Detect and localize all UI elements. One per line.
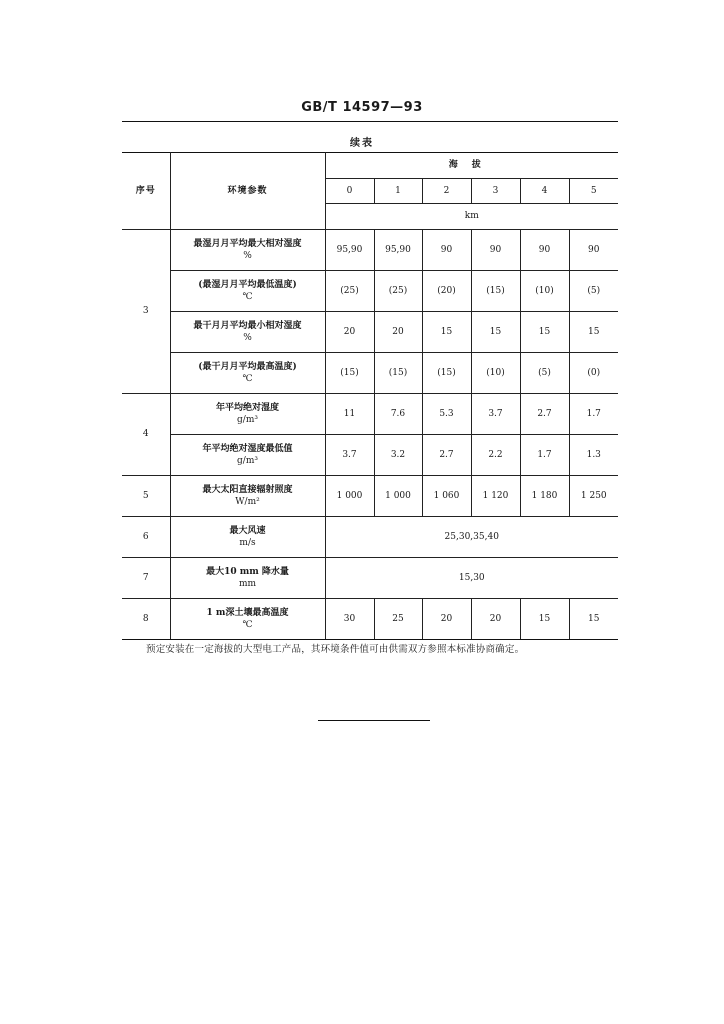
value-cell: 15: [569, 599, 618, 640]
end-rule: [318, 720, 430, 721]
table-row: [122, 435, 618, 476]
value-cell: (10): [520, 271, 569, 312]
value-cell: 95,90: [374, 230, 422, 271]
value-cell: 1.7: [520, 435, 569, 476]
parameter-cell: [170, 271, 325, 312]
value-cell: (15): [325, 353, 374, 394]
value-cell: (10): [471, 353, 520, 394]
value-cell: 2.7: [520, 394, 569, 435]
parameter-unit: m/s: [239, 538, 256, 548]
parameter-unit: %: [243, 333, 252, 343]
altitude-value: 5: [569, 179, 618, 204]
table-caption: 续表: [350, 138, 374, 149]
value-cell: 5.3: [422, 394, 471, 435]
value-cell: 11: [325, 394, 374, 435]
parameter-cell: [170, 476, 325, 517]
altitude-unit: km: [325, 204, 618, 230]
value-cell: 1 000: [374, 476, 422, 517]
index-column-header: 序号: [122, 153, 170, 230]
value-cell: 90: [422, 230, 471, 271]
parameter-unit: ℃: [242, 620, 253, 630]
altitude-value: 2: [422, 179, 471, 204]
row-index: 5: [122, 476, 170, 517]
value-cell: 2.2: [471, 435, 520, 476]
parameter-name: 年平均绝对湿度最低值: [202, 443, 293, 454]
table-row: [122, 394, 618, 435]
value-cell: (5): [569, 271, 618, 312]
value-cell: (20): [422, 271, 471, 312]
value-cell: 90: [569, 230, 618, 271]
parameter-name: (最湿月月平均最低温度): [198, 279, 297, 290]
value-cell: (15): [374, 353, 422, 394]
row-index: 7: [122, 558, 170, 599]
value-cell: (5): [520, 353, 569, 394]
value-cell: 20: [325, 312, 374, 353]
header-rule: [122, 121, 618, 122]
altitude-header: 海拔: [325, 153, 618, 179]
parameter-name: 年平均绝对湿度: [215, 402, 279, 413]
value-cell: 1 120: [471, 476, 520, 517]
row-index: 4: [122, 394, 170, 476]
value-cell: 3.7: [325, 435, 374, 476]
table-row: [122, 558, 618, 599]
value-cell: 15: [471, 312, 520, 353]
value-cell: 15: [520, 312, 569, 353]
table-row: [122, 599, 618, 640]
value-cell: (15): [471, 271, 520, 312]
merged-value-cell: 25,30,35,40: [325, 517, 618, 558]
parameter-cell: [170, 353, 325, 394]
value-cell: 2.7: [422, 435, 471, 476]
parameter-cell: [170, 312, 325, 353]
parameter-name: 最大太阳直接辐射照度: [202, 484, 293, 495]
value-cell: 90: [471, 230, 520, 271]
value-cell: 20: [471, 599, 520, 640]
parameter-cell: [170, 558, 325, 599]
parameter-name: 最大10 mm 降水量: [206, 566, 289, 577]
parameter-unit: ℃: [242, 292, 253, 302]
value-cell: 15: [520, 599, 569, 640]
row-index: 8: [122, 599, 170, 640]
value-cell: 20: [374, 312, 422, 353]
parameter-unit: ℃: [242, 374, 253, 384]
row-index: 6: [122, 517, 170, 558]
value-cell: 3.2: [374, 435, 422, 476]
parameter-unit: %: [243, 251, 252, 261]
merged-value-cell: 15,30: [325, 558, 618, 599]
parameter-unit: g/m³: [237, 456, 258, 466]
parameter-name: 1 m深土壤最高温度: [206, 607, 289, 618]
altitude-value: 1: [374, 179, 422, 204]
table-row: [122, 353, 618, 394]
value-cell: (25): [374, 271, 422, 312]
value-cell: 30: [325, 599, 374, 640]
table-row: [122, 517, 618, 558]
parameter-cell: [170, 599, 325, 640]
table-row: [122, 230, 618, 271]
table-footnote: 预定安装在一定海拔的大型电工产品，其环境条件值可由供需双方参照本标准协商确定。: [146, 644, 525, 655]
value-cell: 1 180: [520, 476, 569, 517]
value-cell: 1 250: [569, 476, 618, 517]
value-cell: 1 000: [325, 476, 374, 517]
altitude-value: 0: [325, 179, 374, 204]
value-cell: 1.7: [569, 394, 618, 435]
parameter-cell: [170, 517, 325, 558]
row-index: 3: [122, 230, 170, 394]
environment-parameter-table: [122, 152, 618, 640]
table-row: [122, 312, 618, 353]
value-cell: (15): [422, 353, 471, 394]
value-cell: 1.3: [569, 435, 618, 476]
value-cell: 95,90: [325, 230, 374, 271]
altitude-value: 4: [520, 179, 569, 204]
parameter-unit: g/m³: [237, 415, 258, 425]
parameter-cell: [170, 230, 325, 271]
value-cell: 3.7: [471, 394, 520, 435]
parameter-name: 最湿月月平均最大相对湿度: [193, 238, 302, 249]
value-cell: 25: [374, 599, 422, 640]
value-cell: 15: [569, 312, 618, 353]
parameter-cell: [170, 435, 325, 476]
value-cell: 20: [422, 599, 471, 640]
value-cell: (0): [569, 353, 618, 394]
parameter-column-header: 环境参数: [170, 153, 325, 230]
table-row: [122, 271, 618, 312]
parameter-name: 最干月月平均最小相对湿度: [193, 320, 302, 331]
value-cell: 7.6: [374, 394, 422, 435]
altitude-value: 3: [471, 179, 520, 204]
value-cell: 15: [422, 312, 471, 353]
parameter-unit: W/m²: [235, 497, 260, 507]
parameter-cell: [170, 394, 325, 435]
table-row: [122, 476, 618, 517]
parameter-name: 最大风速: [229, 525, 266, 536]
value-cell: 90: [520, 230, 569, 271]
parameter-name: (最干月月平均最高温度): [198, 361, 297, 372]
value-cell: (25): [325, 271, 374, 312]
standard-number: GB/T 14597—93: [301, 100, 423, 115]
parameter-unit: mm: [238, 579, 257, 589]
value-cell: 1 060: [422, 476, 471, 517]
